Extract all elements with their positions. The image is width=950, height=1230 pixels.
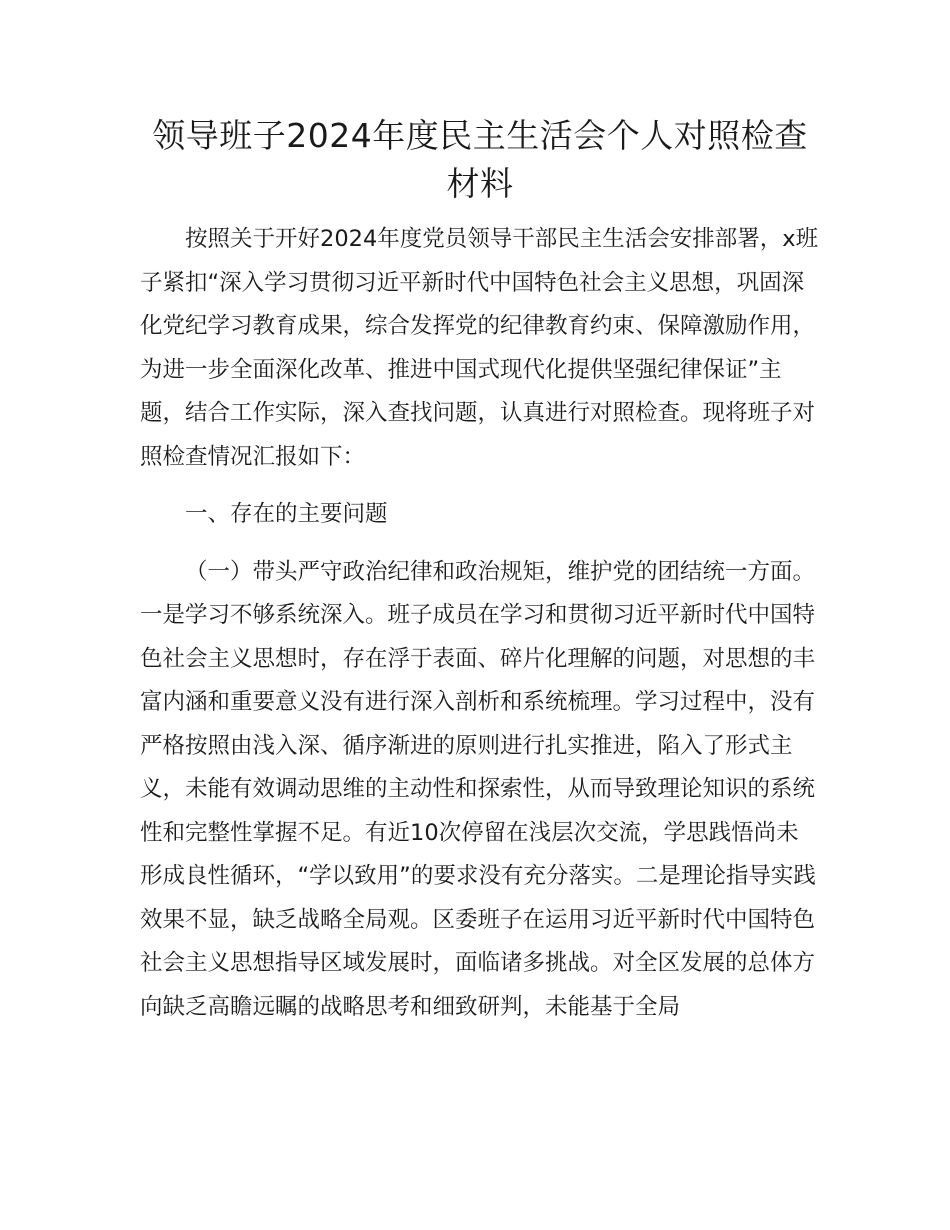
intro-paragraph: 按照关于开好2024年度党员领导干部民主生活会安排部署，x班子紧扣“深入学习贯彻习近平新时代中国特色社会主义思想，巩固深化党纪学习教育成果，综合发挥党的纪律教育约束、保障激励作用，为进一步全面深化改革、推进中国式现代化提供坚强纪律保证”主题，结合工作实际，深入查找问题，认真进行对照检查。现将班子对照检查情况汇报如下： <box>140 226 819 470</box>
document-title: 领导班子2024年度民主生活会个人对照检查材料 <box>152 116 808 203</box>
section-heading: 一、存在的主要问题 <box>185 501 388 527</box>
issue-paragraph: （一）带头严守政治纪律和政治规矩，维护党的团结统一方面。一是学习不够系统深入。班子成员在学习和贯彻习近平新时代中国特色社会主义思想时，存在浮于表面、碎片化理解的问题，对思想的丰富内涵和重要意义没有进行深入剖析和系统梳理。学习过程中，没有严格按照由浅入深、循序渐进的原则进行扎实推进，陷入了形式主义，未能有效调动思维的主动性和探索性，从而导致理论知识的系统性和完整性掌握不足。有近10次停留在浅层次交流，学思践悟尚未形成良性循环，“学以致用”的要求没有充分落实。二是理论指导实践效果不显，缺乏战略全局观。区委班子在运用习近平新时代中国特色社会主义思想指导区域发展时，面临诸多挑战。对全区发展的总体方向缺乏高瞻远瞩的战略思考和细致研判，未能基于全局 <box>140 558 816 1020</box>
document-body <box>140 218 820 1029</box>
